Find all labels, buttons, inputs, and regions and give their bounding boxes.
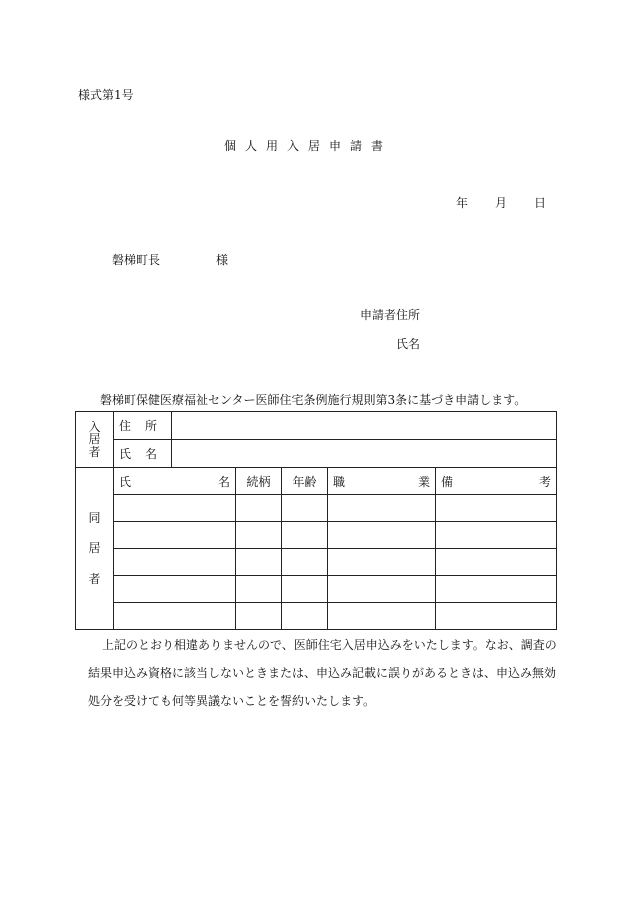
age-cell[interactable] xyxy=(282,603,328,630)
remarks-cell[interactable] xyxy=(436,603,557,630)
occupation-cell[interactable] xyxy=(328,522,436,549)
occupant-address-label: 住 所 xyxy=(114,412,172,440)
remarks-cell[interactable] xyxy=(436,576,557,603)
date-month: 月 xyxy=(494,196,507,210)
cohabitant-name-cell[interactable] xyxy=(114,576,236,603)
age-cell[interactable] xyxy=(282,495,328,522)
closing-line-1: 上記のとおり相違ありませんので、医師住宅入居申込みをいたします。なお、調査の xyxy=(102,638,557,652)
date-day: 日 xyxy=(533,196,546,210)
relation-cell[interactable] xyxy=(236,522,282,549)
age-cell[interactable] xyxy=(282,522,328,549)
remarks-cell[interactable] xyxy=(436,522,557,549)
occupant-name-field[interactable] xyxy=(172,440,557,468)
header-age: 年齢 xyxy=(282,468,328,495)
occupation-cell[interactable] xyxy=(328,576,436,603)
date-year: 年 xyxy=(456,196,469,210)
cohabitant-name-cell[interactable] xyxy=(114,603,236,630)
relation-cell[interactable] xyxy=(236,549,282,576)
header-name: 氏 名 xyxy=(114,468,236,495)
occupation-cell[interactable] xyxy=(328,495,436,522)
cohabitant-label: 同 居 者 xyxy=(76,468,114,630)
occupant-label: 入 居 者 xyxy=(76,412,114,468)
table-row xyxy=(76,549,557,576)
remarks-cell[interactable] xyxy=(436,549,557,576)
remarks-cell[interactable] xyxy=(436,495,557,522)
closing-paragraph xyxy=(88,631,558,715)
applicant-address-label: 申請者住所 xyxy=(360,308,421,322)
application-table xyxy=(75,411,557,630)
intro-statement: 磐梯町保健医療福祉センター医師住宅条例施行規則第3条に基づき申請します。 xyxy=(100,393,527,407)
table-row xyxy=(76,603,557,630)
occupation-cell[interactable] xyxy=(328,603,436,630)
age-cell[interactable] xyxy=(282,576,328,603)
relation-cell[interactable] xyxy=(236,603,282,630)
addressee-name: 磐梯町長 xyxy=(112,253,161,267)
closing-line-2: 結果申込み資格に該当しないときまたは、申込み記載に誤りがあるときは、申込み無効 xyxy=(88,666,557,680)
relation-cell[interactable] xyxy=(236,495,282,522)
header-remarks: 備 考 xyxy=(436,468,557,495)
cohabitant-name-cell[interactable] xyxy=(114,522,236,549)
addressee xyxy=(112,251,228,268)
relation-cell[interactable] xyxy=(236,576,282,603)
occupant-address-field[interactable] xyxy=(172,412,557,440)
closing-line-3: 処分を受けても何等異議ないことを誓約いたします。 xyxy=(88,694,376,708)
age-cell[interactable] xyxy=(282,549,328,576)
table-row xyxy=(76,522,557,549)
cohabitant-name-cell[interactable] xyxy=(114,549,236,576)
addressee-honorific: 様 xyxy=(216,253,229,267)
cohabitant-name-cell[interactable] xyxy=(114,495,236,522)
table-row xyxy=(76,495,557,522)
form-number: 様式第1号 xyxy=(78,88,134,102)
document-title: 個人用入居申請書 xyxy=(224,139,393,153)
header-occupation: 職 業 xyxy=(328,468,436,495)
date-line xyxy=(456,194,546,211)
occupant-name-label: 氏 名 xyxy=(114,440,172,468)
table-row xyxy=(76,576,557,603)
header-relation: 続柄 xyxy=(236,468,282,495)
occupation-cell[interactable] xyxy=(328,549,436,576)
applicant-name-label: 氏名 xyxy=(396,337,421,351)
